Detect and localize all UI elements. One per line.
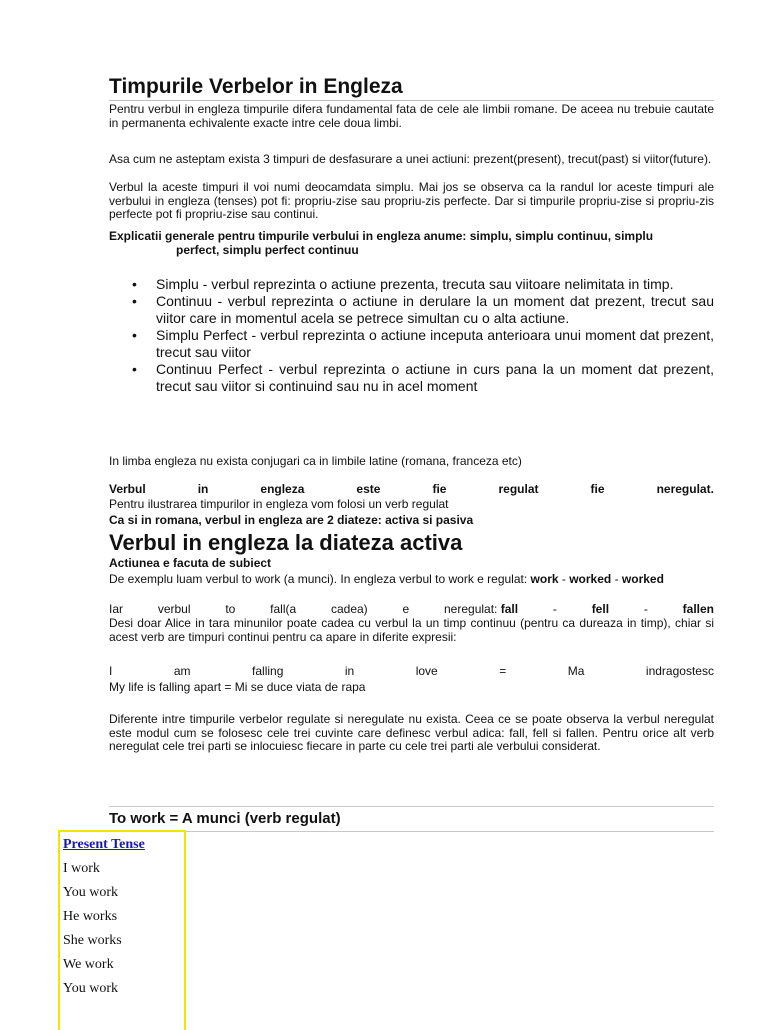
word: fie: [432, 482, 447, 496]
differences-paragraph: Diferente intre timpurile verbelor regulate si neregulate nu exista. Ceea ce se poate observa la verbul neregulat este modul cum se folosesc cele trei cuvinte care definesc verbul adica: fall, fell si fallen. Pentru orice alt verb neregulat cele trei parti se inlocuiesc fiecare in parte cu cele trei parti ale verbului considerat.: [109, 712, 714, 753]
to-work-heading: To work = A munci (verb regulat): [109, 806, 714, 832]
no-conjugations-text: In limba engleza nu exista conjugari ca in limbile latine (romana, franceza etc): [109, 454, 522, 468]
word: fie: [590, 482, 605, 496]
word: in: [344, 664, 355, 678]
table-row: I work: [63, 861, 100, 876]
example-prefix: De exemplu luam verbul to work (a munci). In engleza verbul to work e regulat:: [109, 572, 531, 586]
word: e: [402, 602, 410, 616]
diateze-text: Ca si in romana, verbul in engleza are 2 diateze: activa si pasiva: [109, 513, 474, 527]
illustration-text: Pentru ilustrarea timpurilor in engleza vom folosi un verb regulat: [109, 497, 449, 511]
section-subtitle: Actiunea e facuta de subiect: [109, 556, 272, 570]
word: am: [173, 664, 191, 678]
word: verbul: [157, 602, 191, 616]
word: neregulat: fall: [444, 602, 519, 616]
dash: -: [643, 602, 648, 616]
word: cadea): [330, 602, 368, 616]
word: indragostesc: [645, 664, 714, 678]
word: regulat: [498, 482, 539, 496]
present-tense-table: [58, 830, 186, 1030]
bullet-text: Simplu Perfect - verbul reprezinta o actiune inceputa anterioara unui moment dat prezent, trecut sau viitor: [156, 327, 714, 360]
table-row: We work: [63, 957, 114, 972]
word: engleza: [260, 482, 305, 496]
form-fell: fell: [591, 602, 610, 616]
intro-paragraph-1: Pentru verbul in engleza timpurile difera fundamental fata de cele ale limbii romane. De aceea nu trebuie cautate in permanenta echivalente exacte intre cele doua limbi.: [109, 102, 714, 130]
word: love: [415, 664, 438, 678]
word: in: [197, 482, 209, 496]
bullet-text: Continuu Perfect - verbul reprezinta o actiune in curs pana la un moment dat prezent, trecut sau viitor si continuind sau nu in acel moment: [156, 361, 714, 394]
form-fallen: fallen: [682, 602, 714, 616]
page-title: Timpurile Verbelor in Engleza: [109, 74, 714, 101]
form-worked-participle: worked: [621, 572, 664, 586]
bullet-continuu: [109, 293, 714, 327]
word: neregulat.: [656, 482, 714, 496]
irregular-statement: [109, 603, 714, 617]
explanation-heading: Explicatii generale pentru timpurile verbului in engleza anume: simplu, simplu continuu, simplu: [109, 229, 654, 243]
form-fall: fall: [500, 602, 519, 616]
word: to: [225, 602, 236, 616]
section-title: Verbul in engleza la diateza activa: [109, 530, 463, 555]
form-work: work: [530, 572, 559, 586]
table-row: She works: [63, 933, 122, 948]
example-text: De exemplu luam verbul to work (a munci). In engleza verbul to work e regulat: work - worked - worked: [109, 572, 664, 586]
bullet-simplu-perfect: [109, 327, 714, 361]
word: =: [499, 664, 507, 678]
form-worked: worked: [569, 572, 612, 586]
bullet-text: Continuu - verbul reprezinta o actiune in derulare la un moment dat prezent, trecut sau viitor care in momentul acela se petrece simultan cu o alta actiune.: [156, 293, 714, 326]
word: este: [356, 482, 381, 496]
falling-in-love-example: [109, 665, 714, 679]
explanation-heading-cont: perfect, simplu perfect continuu: [176, 243, 359, 257]
dash: -: [552, 602, 557, 616]
regular-statement: [109, 483, 714, 497]
bullet-icon: •: [132, 361, 137, 377]
word: falling: [252, 664, 284, 678]
present-tense-link[interactable]: Present Tense: [63, 837, 145, 852]
alice-text: Desi doar Alice in tara minunilor poate cadea cu verbul la un timp continuu (pentru ca dureaza in timp), chiar si acest verb are timpuri continui pentru ca apare in diferite expresii:: [109, 616, 714, 644]
word: Ma: [567, 664, 585, 678]
word: Verbul: [109, 482, 146, 496]
table-row: He works: [63, 909, 118, 924]
tense-bullet-list: [109, 276, 714, 395]
bullet-icon: •: [132, 327, 137, 343]
bullet-icon: •: [132, 276, 137, 292]
intro-paragraph-2: Asa cum ne asteptam exista 3 timpuri de desfasurare a unei actiuni: prezent(present), trecut(past) si viitor(future).: [109, 152, 712, 166]
bullet-icon: •: [132, 293, 137, 309]
bullet-simplu: [109, 276, 714, 293]
word: fall(a: [270, 602, 297, 616]
bullet-continuu-perfect: [109, 361, 714, 395]
table-row: You work: [63, 981, 118, 996]
word: Iar: [109, 602, 124, 616]
falling-apart-example: My life is falling apart = Mi se duce viata de rapa: [109, 680, 366, 694]
bullet-text: Simplu - verbul reprezinta o actiune prezenta, trecuta sau viitoare nelimitata in timp.: [156, 276, 674, 292]
word: I: [109, 664, 113, 678]
table-row: You work: [63, 885, 118, 900]
intro-paragraph-3: Verbul la aceste timpuri il voi numi deocamdata simplu. Mai jos se observa ca la randul lor aceste timpuri ale verbului in engleza (tenses) pot fi: propriu-zise sau propriu-zis perfecte. Dar si timpurile propriu-zise si propriu-zis perfecte pot fi propriu-zise sau continui.: [109, 180, 714, 221]
